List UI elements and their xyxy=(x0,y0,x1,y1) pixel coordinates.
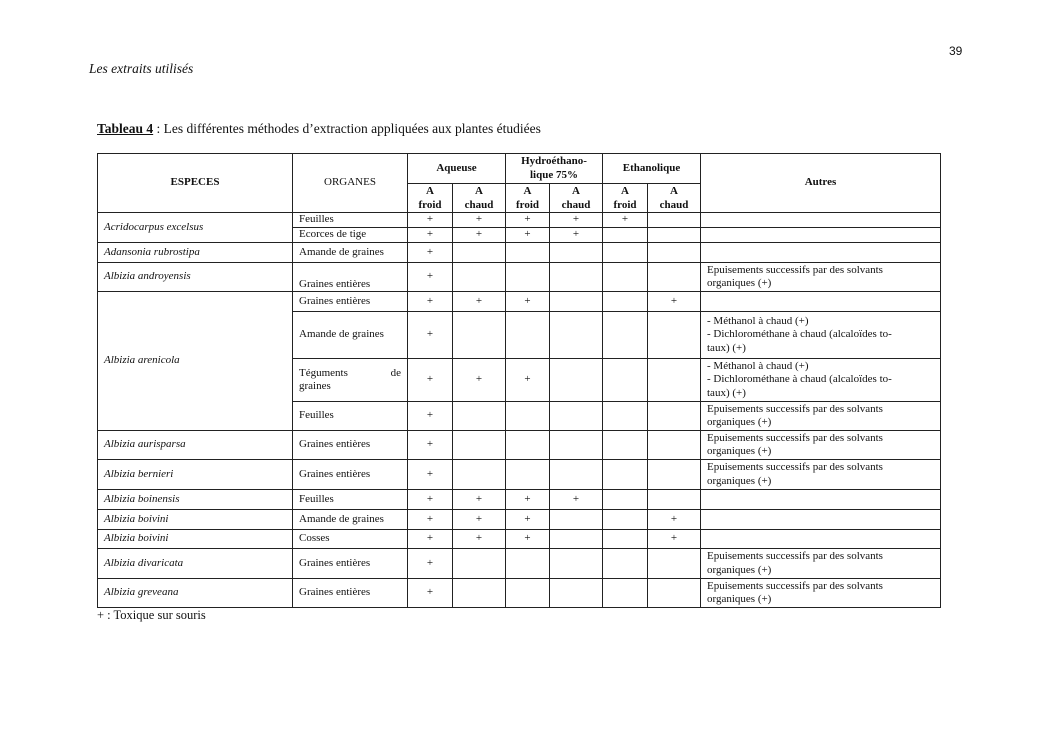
organ-cell: Feuilles xyxy=(293,490,408,510)
mark-cell: + xyxy=(408,431,453,460)
empty-cell xyxy=(550,510,603,530)
subheader-aqueuse-froid: A froid xyxy=(408,184,453,213)
mark-cell: + xyxy=(453,213,506,228)
autres-cell xyxy=(701,228,941,243)
autres-cell xyxy=(701,490,941,510)
empty-cell xyxy=(603,460,648,490)
mark-cell: + xyxy=(408,359,453,402)
mark-cell: + xyxy=(506,228,550,243)
organ-cell: Graines entières xyxy=(293,460,408,490)
empty-cell xyxy=(506,460,550,490)
empty-cell xyxy=(648,490,701,510)
autres-cell: Epuisements successifs par des solvants organiques (+) xyxy=(701,549,941,579)
caption-label: Tableau 4 xyxy=(97,121,154,136)
mark-cell: + xyxy=(408,243,453,263)
empty-cell xyxy=(648,359,701,402)
mark-cell: + xyxy=(453,510,506,530)
empty-cell xyxy=(506,263,550,292)
mark-cell: + xyxy=(453,292,506,312)
organ-cell: Feuilles xyxy=(293,213,408,228)
subheader-hydro-chaud: A chaud xyxy=(550,184,603,213)
species-cell: Albizia aurisparsa xyxy=(98,431,293,460)
header-ethanolique: Ethanolique xyxy=(603,154,701,184)
autres-cell: - Méthanol à chaud (+) - Dichlorométhane à chaud (alcaloïdes to- taux) (+) xyxy=(701,359,941,402)
mark-cell: + xyxy=(453,530,506,549)
empty-cell xyxy=(603,402,648,431)
mark-cell: + xyxy=(408,460,453,490)
organ-cell: Graines entières xyxy=(293,579,408,608)
mark-cell: + xyxy=(506,530,550,549)
table-row xyxy=(98,530,941,549)
empty-cell xyxy=(453,431,506,460)
header-especes: ESPECES xyxy=(98,154,293,213)
organ-cell: Graines entières xyxy=(293,263,408,292)
empty-cell xyxy=(453,460,506,490)
table-row xyxy=(98,292,941,312)
mark-cell: + xyxy=(408,263,453,292)
organ-cell: Feuilles xyxy=(293,402,408,431)
empty-cell xyxy=(648,549,701,579)
empty-cell xyxy=(603,228,648,243)
table-row xyxy=(98,460,941,490)
empty-cell xyxy=(550,292,603,312)
empty-cell xyxy=(506,431,550,460)
mark-cell: + xyxy=(408,402,453,431)
species-cell: Albizia boinensis xyxy=(98,490,293,510)
table-row xyxy=(98,510,941,530)
organ-cell: Ecorces de tige xyxy=(293,228,408,243)
mark-cell: + xyxy=(506,510,550,530)
empty-cell xyxy=(506,243,550,263)
organ-cell: Téguments de graines xyxy=(293,359,408,402)
mark-cell: + xyxy=(648,510,701,530)
empty-cell xyxy=(603,549,648,579)
mark-cell: + xyxy=(408,312,453,359)
species-cell: Albizia bernieri xyxy=(98,460,293,490)
empty-cell xyxy=(453,243,506,263)
organ-cell: Graines entières xyxy=(293,292,408,312)
species-cell: Albizia divaricata xyxy=(98,549,293,579)
mark-cell: + xyxy=(408,292,453,312)
empty-cell xyxy=(603,490,648,510)
empty-cell xyxy=(453,263,506,292)
empty-cell xyxy=(603,359,648,402)
empty-cell xyxy=(550,402,603,431)
subheader-ethanol-chaud: A chaud xyxy=(648,184,701,213)
table-row xyxy=(98,549,941,579)
empty-cell xyxy=(648,431,701,460)
autres-cell: Epuisements successifs par des solvants organiques (+) xyxy=(701,263,941,292)
organ-cell: Amande de graines xyxy=(293,312,408,359)
organ-cell: Graines entières xyxy=(293,549,408,579)
footnote: + : Toxique sur souris xyxy=(97,608,206,622)
table-row xyxy=(98,243,941,263)
mark-cell: + xyxy=(408,530,453,549)
caption-text: : Les différentes méthodes d’extraction appliquées aux plantes étudiées xyxy=(153,121,541,136)
empty-cell xyxy=(648,228,701,243)
autres-cell xyxy=(701,530,941,549)
table-row xyxy=(98,431,941,460)
mark-cell: + xyxy=(408,549,453,579)
mark-cell: + xyxy=(408,490,453,510)
mark-cell: + xyxy=(550,490,603,510)
empty-cell xyxy=(453,579,506,608)
mark-cell: + xyxy=(648,292,701,312)
header-autres: Autres xyxy=(701,154,941,213)
autres-cell xyxy=(701,510,941,530)
header-aqueuse: Aqueuse xyxy=(408,154,506,184)
mark-cell: + xyxy=(453,359,506,402)
empty-cell xyxy=(603,263,648,292)
species-cell: Adansonia rubrostipa xyxy=(98,243,293,263)
autres-cell: Epuisements successifs par des solvants organiques (+) xyxy=(701,431,941,460)
organ-cell: Cosses xyxy=(293,530,408,549)
empty-cell xyxy=(648,263,701,292)
empty-cell xyxy=(648,579,701,608)
mark-cell: + xyxy=(408,228,453,243)
subheader-aqueuse-chaud: A chaud xyxy=(453,184,506,213)
autres-cell: - Méthanol à chaud (+) - Dichlorométhane à chaud (alcaloïdes to- taux) (+) xyxy=(701,312,941,359)
empty-cell xyxy=(506,312,550,359)
autres-cell: Epuisements successifs par des solvants organiques (+) xyxy=(701,402,941,431)
empty-cell xyxy=(648,243,701,263)
mark-cell: + xyxy=(648,530,701,549)
autres-cell xyxy=(701,213,941,228)
empty-cell xyxy=(603,292,648,312)
empty-cell xyxy=(603,431,648,460)
species-cell: Albizia greveana xyxy=(98,579,293,608)
empty-cell xyxy=(648,402,701,431)
empty-cell xyxy=(550,530,603,549)
table-row xyxy=(98,579,941,608)
empty-cell xyxy=(648,460,701,490)
mark-cell: + xyxy=(408,510,453,530)
header-row xyxy=(98,154,941,184)
header-organes: ORGANES xyxy=(293,154,408,213)
species-cell: Albizia boivini xyxy=(98,510,293,530)
empty-cell xyxy=(550,243,603,263)
species-cell: Albizia boivini xyxy=(98,530,293,549)
empty-cell xyxy=(603,510,648,530)
empty-cell xyxy=(550,359,603,402)
autres-cell xyxy=(701,292,941,312)
mark-cell: + xyxy=(408,579,453,608)
empty-cell xyxy=(550,431,603,460)
empty-cell xyxy=(648,213,701,228)
empty-cell xyxy=(453,549,506,579)
empty-cell xyxy=(648,312,701,359)
empty-cell xyxy=(603,312,648,359)
empty-cell xyxy=(453,312,506,359)
empty-cell xyxy=(506,579,550,608)
empty-cell xyxy=(506,402,550,431)
organ-cell: Graines entières xyxy=(293,431,408,460)
autres-cell: Epuisements successifs par des solvants organiques (+) xyxy=(701,579,941,608)
mark-cell: + xyxy=(453,228,506,243)
empty-cell xyxy=(550,549,603,579)
section-title: Les extraits utilisés xyxy=(89,61,194,76)
mark-cell: + xyxy=(603,213,648,228)
species-cell: Acridocarpus excelsus xyxy=(98,213,293,243)
autres-cell: Epuisements successifs par des solvants organiques (+) xyxy=(701,460,941,490)
header-hydroethanolique: Hydroéthano-lique 75% xyxy=(506,154,603,184)
empty-cell xyxy=(453,402,506,431)
mark-cell: + xyxy=(506,359,550,402)
mark-cell: + xyxy=(550,213,603,228)
table-caption xyxy=(97,121,541,137)
mark-cell: + xyxy=(453,490,506,510)
organ-cell: Amande de graines xyxy=(293,510,408,530)
empty-cell xyxy=(603,579,648,608)
autres-cell xyxy=(701,243,941,263)
mark-cell: + xyxy=(408,213,453,228)
subheader-ethanol-froid: A froid xyxy=(603,184,648,213)
empty-cell xyxy=(550,263,603,292)
table-row xyxy=(98,490,941,510)
empty-cell xyxy=(550,460,603,490)
species-cell: Albizia arenicola xyxy=(98,292,293,431)
mark-cell: + xyxy=(506,490,550,510)
table-row xyxy=(98,213,941,228)
species-cell: Albizia androyensis xyxy=(98,263,293,292)
mark-cell: + xyxy=(550,228,603,243)
subheader-hydro-froid: A froid xyxy=(506,184,550,213)
empty-cell xyxy=(550,579,603,608)
organ-cell: Amande de graines xyxy=(293,243,408,263)
empty-cell xyxy=(603,243,648,263)
mark-cell: + xyxy=(506,213,550,228)
empty-cell xyxy=(506,549,550,579)
empty-cell xyxy=(603,530,648,549)
page-number: 39 xyxy=(949,44,963,58)
empty-cell xyxy=(550,312,603,359)
extraction-table xyxy=(97,153,941,608)
table-row xyxy=(98,263,941,292)
mark-cell: + xyxy=(506,292,550,312)
